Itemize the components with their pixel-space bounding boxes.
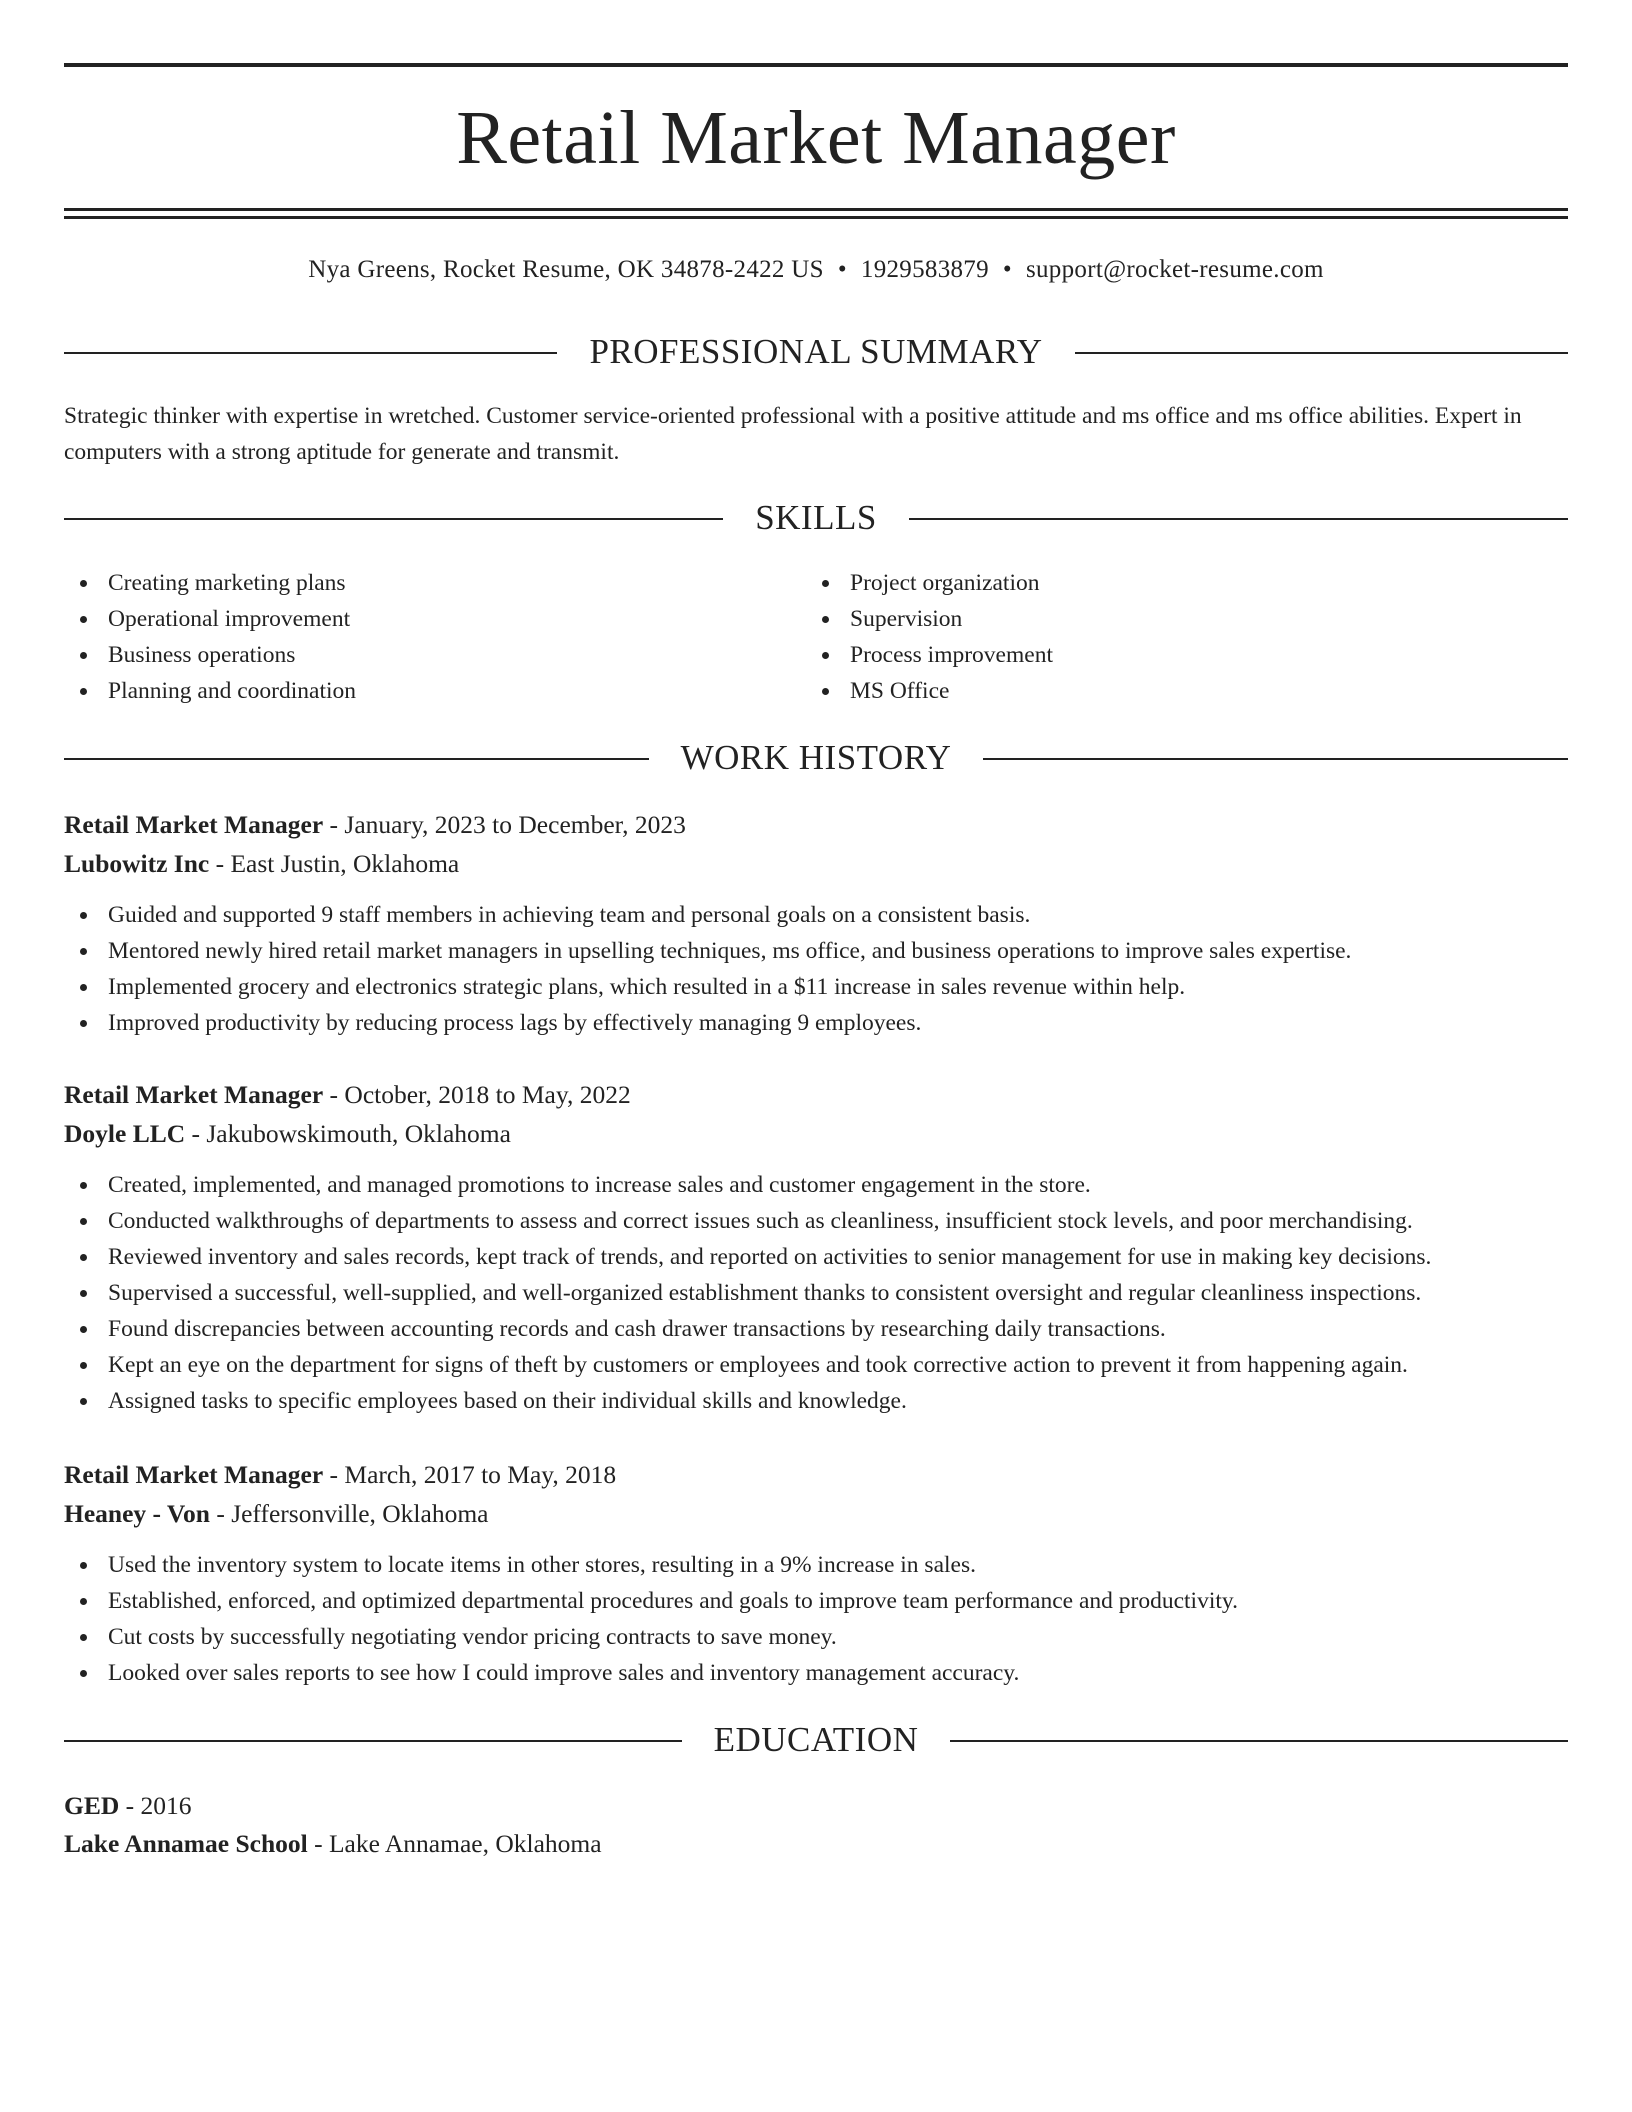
skill-item: Process improvement [806,637,1053,673]
skills-column-left [64,565,356,709]
resume-title: Retail Market Manager [456,96,1176,180]
section-heading-summary [64,330,1568,374]
section-heading-skills [64,496,1568,540]
job-location: - East Justin, Oklahoma [215,849,460,878]
section-heading-work-history [64,736,1568,780]
job-dates: - October, 2018 to May, 2022 [329,1080,631,1109]
job-title-line [64,1076,1568,1114]
header-top-rule [64,63,1568,67]
section-title: PROFESSIONAL SUMMARY [557,332,1074,371]
skills-column-right [806,565,1053,709]
education-location: - Lake Annamae, Oklahoma [314,1829,602,1858]
job-bullet: Supervised a successful, well-supplied, and well-organized establishment thanks to consistent oversight and regular cleanliness inspections. [64,1275,1568,1311]
education-degree: GED [64,1791,120,1820]
job-entry [64,1076,1568,1419]
job-entry [64,806,1568,1041]
skill-item: Project organization [806,565,1053,601]
job-bullet: Mentored newly hired retail market managers in upselling techniques, ms office, and business operations to improve sales expertise. [64,933,1568,969]
header-double-rule-upper [64,208,1568,211]
contact-line [64,252,1568,288]
section-title: EDUCATION [682,1720,951,1759]
education-school: Lake Annamae School [64,1829,308,1858]
skill-item: Operational improvement [64,601,356,637]
job-title-line [64,1456,1568,1494]
job-bullet: Implemented grocery and electronics strategic plans, which resulted in a $11 increase in sales revenue within help. [64,969,1568,1005]
job-bullet: Established, enforced, and optimized departmental procedures and goals to improve team performance and productivity. [64,1583,1568,1619]
job-title: Retail Market Manager [64,810,324,839]
bullet-separator: • [837,256,847,283]
job-title: Retail Market Manager [64,1080,324,1109]
job-company-line [64,845,1568,883]
job-title-line [64,806,1568,844]
job-bullet: Created, implemented, and managed promotions to increase sales and customer engagement in the store. [64,1167,1568,1203]
skill-item: MS Office [806,673,1053,709]
job-entry [64,1456,1568,1691]
summary-text: Strategic thinker with expertise in wretched. Customer service-oriented professional with a positive attitude and ms office and ms office abilities. Expert in computers with a strong aptitude for generate and transmit. [64,403,1522,465]
education-year: - 2016 [125,1791,192,1820]
section-heading-education [64,1718,1568,1762]
job-company-line [64,1495,1568,1533]
job-bullet: Guided and supported 9 staff members in achieving team and personal goals on a consistent basis. [64,897,1568,933]
job-location: - Jakubowskimouth, Oklahoma [191,1119,511,1148]
education-school-line [64,1825,1568,1863]
job-bullet: Looked over sales reports to see how I could improve sales and inventory management accuracy. [64,1655,1568,1691]
job-bullet: Conducted walkthroughs of departments to assess and correct issues such as cleanliness, insufficient stock levels, and poor merchandising. [64,1203,1568,1239]
skill-item: Supervision [806,601,1053,637]
skill-item: Planning and coordination [64,673,356,709]
contact-phone: 1929583879 [860,256,989,283]
job-company: Heaney - Von [64,1499,210,1528]
section-title: WORK HISTORY [649,738,984,777]
contact-address: Nya Greens, Rocket Resume, OK 34878-2422 US [308,256,824,283]
job-company-line [64,1115,1568,1153]
job-title: Retail Market Manager [64,1460,324,1489]
section-title: SKILLS [723,498,909,537]
job-bullets [64,1167,1568,1419]
job-location: - Jeffersonville, Oklahoma [216,1499,489,1528]
job-bullet: Reviewed inventory and sales records, kept track of trends, and reported on activities to senior management for use in making key decisions. [64,1239,1568,1275]
education-degree-line [64,1787,1568,1825]
job-bullet: Cut costs by successfully negotiating vendor pricing contracts to save money. [64,1619,1568,1655]
contact-email: support@rocket-resume.com [1025,256,1324,283]
job-company: Doyle LLC [64,1119,186,1148]
job-bullet: Found discrepancies between accounting records and cash drawer transactions by researching daily transactions. [64,1311,1568,1347]
skill-item: Creating marketing plans [64,565,356,601]
bullet-separator: • [1002,256,1012,283]
job-company: Lubowitz Inc [64,849,210,878]
job-bullets [64,1547,1568,1691]
job-bullet: Kept an eye on the department for signs of theft by customers or employees and took corrective action to prevent it from happening again. [64,1347,1568,1383]
job-bullet: Used the inventory system to locate items in other stores, resulting in a 9% increase in sales. [64,1547,1568,1583]
job-dates: - March, 2017 to May, 2018 [329,1460,617,1489]
job-bullets [64,897,1568,1041]
job-bullet: Improved productivity by reducing process lags by effectively managing 9 employees. [64,1005,1568,1041]
education-entry [64,1787,1568,1863]
job-bullet: Assigned tasks to specific employees based on their individual skills and knowledge. [64,1383,1568,1419]
job-dates: - January, 2023 to December, 2023 [329,810,686,839]
skill-item: Business operations [64,637,356,673]
header-double-rule-lower [64,216,1568,219]
